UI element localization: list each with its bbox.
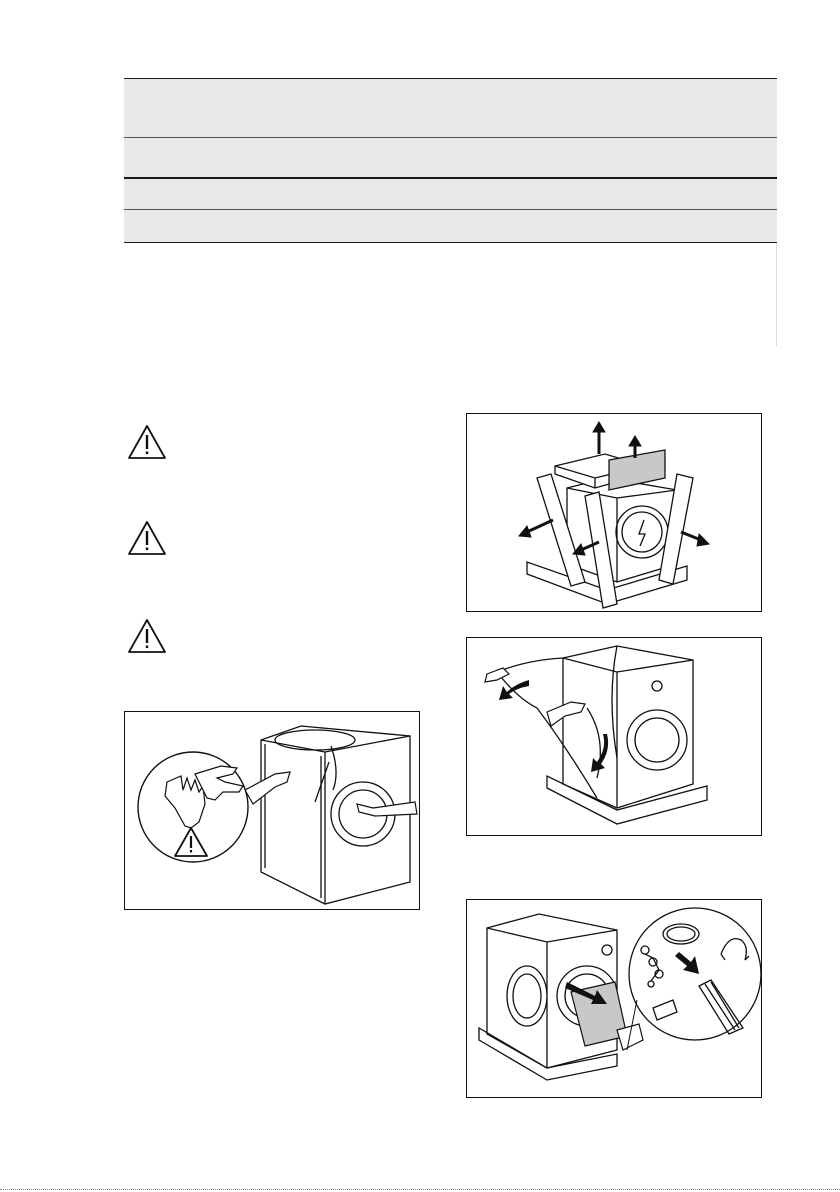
gloves-remove-film-illustration [125,712,421,911]
table-side-edge [776,243,777,346]
remove-accessories-illustration [467,900,763,1099]
remove-plastic-bag-figure [466,637,762,836]
warning-triangle-icon [127,424,167,460]
table-row-2 [124,138,777,177]
remove-packaging-figure [466,413,762,612]
arrow-icon [499,680,608,772]
spec-table [124,78,777,346]
page-bottom-dotted-rule [0,1189,840,1190]
table-row-4 [124,210,777,242]
table-row-1 [124,79,777,137]
table-bottom-rule [124,242,777,243]
warning-triangle-icon [127,618,167,654]
gloves-remove-film-figure [124,711,420,910]
remove-plastic-bag-illustration [467,638,763,837]
remove-accessories-figure [466,899,762,1098]
table-row-3 [124,179,777,209]
remove-packaging-illustration [467,414,763,613]
warning-triangle-icon [127,520,167,556]
